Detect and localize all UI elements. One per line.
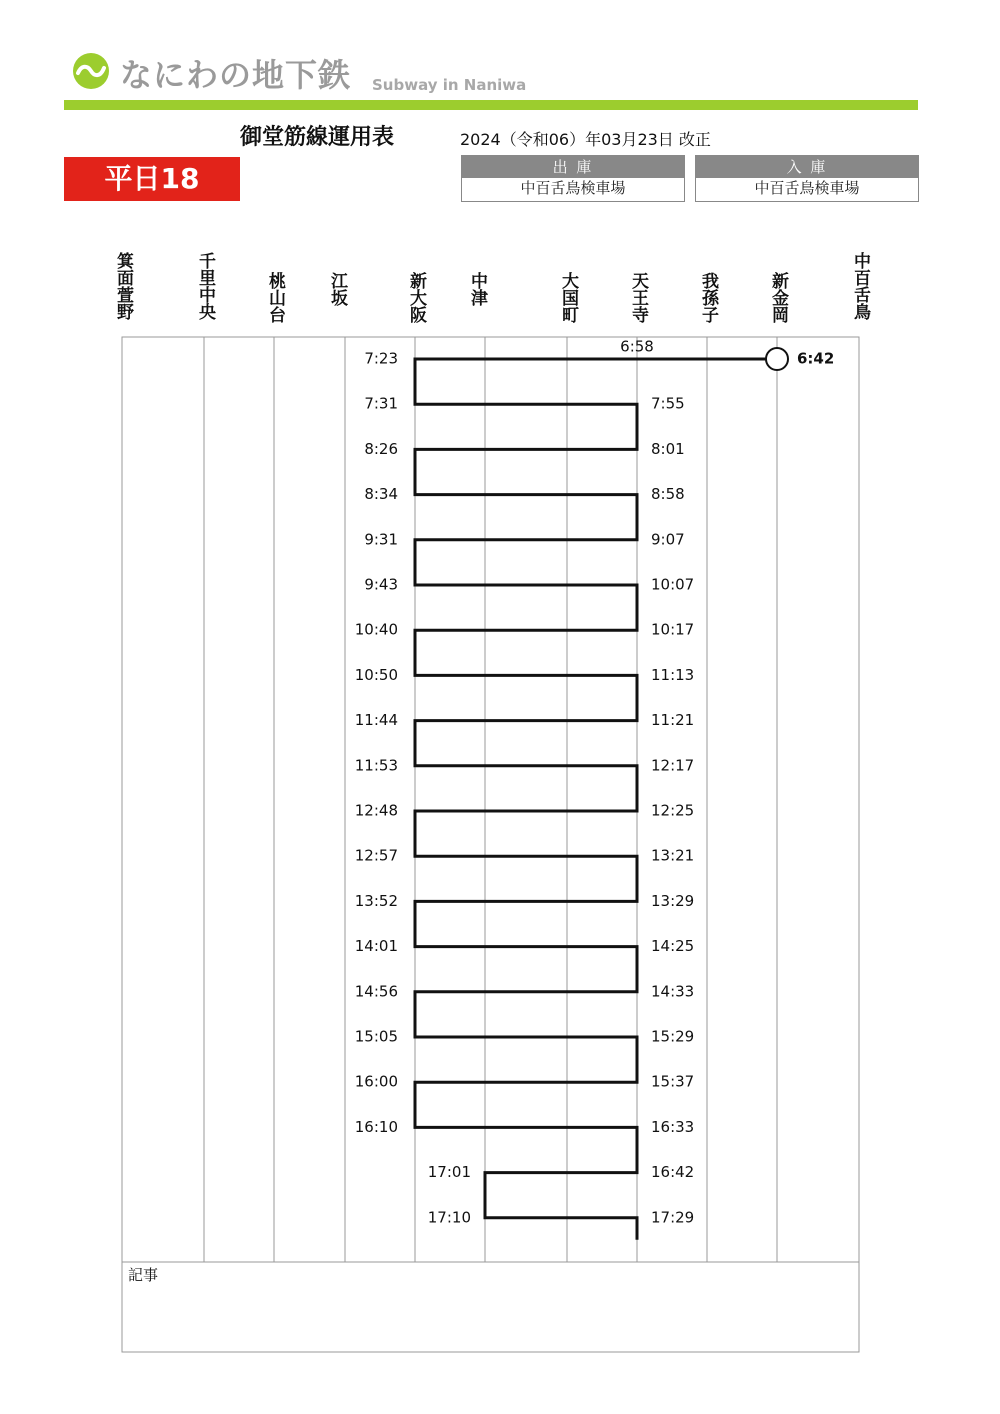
- departure-time-right: 12:25: [651, 801, 695, 820]
- departure-time-right: 13:29: [651, 891, 695, 910]
- departure-time-left: 14:01: [354, 937, 398, 956]
- departure-time-right: 9:07: [651, 530, 685, 549]
- train-path: [415, 359, 766, 1240]
- station-label: 新金岡: [768, 272, 788, 323]
- departure-time-right: 7:55: [651, 394, 685, 413]
- departure-time-right: 13:21: [651, 846, 695, 865]
- departure-time-right: 14:25: [651, 937, 695, 956]
- station-label: 新大阪: [406, 272, 426, 323]
- station-label: 大国町: [558, 272, 578, 323]
- departure-time-right: 10:07: [651, 575, 695, 594]
- departure-time-left: 7:23: [364, 349, 398, 368]
- station-label: 桃山台: [265, 272, 285, 323]
- revision-date: 2024（令和06）年03月23日 改正: [460, 130, 711, 149]
- station-label: 中津: [467, 272, 487, 306]
- operation-badge: 平日18: [64, 157, 240, 201]
- departure-time-left: 10:40: [354, 620, 398, 639]
- station-label: 箕面萱野: [113, 252, 133, 320]
- departure-time-right: 14:33: [651, 982, 695, 1001]
- departure-time-left: 11:44: [354, 711, 398, 730]
- station-label: 天王寺: [628, 272, 648, 323]
- departure-time-right: 12:17: [651, 756, 695, 775]
- departure-time-right: 16:42: [651, 1163, 695, 1182]
- departure-time-right: 10:17: [651, 620, 695, 639]
- departure-time-right: 17:29: [651, 1208, 695, 1227]
- departure-time-left: 12:57: [354, 846, 398, 865]
- brand-name: なにわの地下鉄: [120, 56, 352, 94]
- departure-time-right: 11:21: [651, 711, 695, 730]
- departure-time-left: 7:31: [364, 394, 398, 413]
- start-time-label: 6:42: [797, 349, 835, 368]
- departure-time-right: 16:33: [651, 1117, 695, 1136]
- depot-in-label: 入 庫: [696, 156, 918, 178]
- page-title: 御堂筋線運用表: [240, 125, 395, 150]
- departure-time-left: 15:05: [354, 1027, 398, 1046]
- departure-time-left: 14:56: [354, 982, 398, 1001]
- pass-time-label: 6:58: [620, 337, 654, 356]
- departure-time-left: 8:26: [364, 439, 398, 458]
- departure-time-left: 16:00: [354, 1072, 398, 1091]
- station-label: 中百舌鳥: [850, 252, 870, 320]
- departure-time-left: 9:31: [364, 530, 398, 549]
- departure-time-right: 15:29: [651, 1027, 695, 1046]
- departure-time-left: 12:48: [354, 801, 398, 820]
- departure-time-right: 11:13: [651, 665, 695, 684]
- station-label: 我孫子: [698, 272, 718, 323]
- departure-time-left: 13:52: [354, 891, 398, 910]
- departure-time-right: 15:37: [651, 1072, 695, 1091]
- grid-frame: [122, 337, 859, 1352]
- departure-time-right: 8:01: [651, 439, 685, 458]
- departure-time-left: 9:43: [364, 575, 398, 594]
- departure-time-left: 11:53: [354, 756, 398, 775]
- departure-time-left: 16:10: [354, 1117, 398, 1136]
- departure-time-right: 8:58: [651, 485, 685, 504]
- depot-start-marker: [766, 348, 788, 370]
- departure-time-left: 17:10: [427, 1208, 471, 1227]
- depot-out-label: 出 庫: [462, 156, 684, 178]
- station-label: 千里中央: [195, 252, 215, 320]
- departure-time-left: 10:50: [354, 665, 398, 684]
- memo-label: 記事: [128, 1266, 159, 1284]
- station-label: 江坂: [327, 272, 347, 306]
- departure-time-left: 17:01: [427, 1163, 471, 1182]
- departure-time-left: 8:34: [364, 485, 398, 504]
- depot-in-place: 中百舌鳥検車場: [754, 179, 860, 197]
- brand-subtitle: Subway in Naniwa: [372, 76, 527, 94]
- depot-out-place: 中百舌鳥検車場: [520, 179, 626, 197]
